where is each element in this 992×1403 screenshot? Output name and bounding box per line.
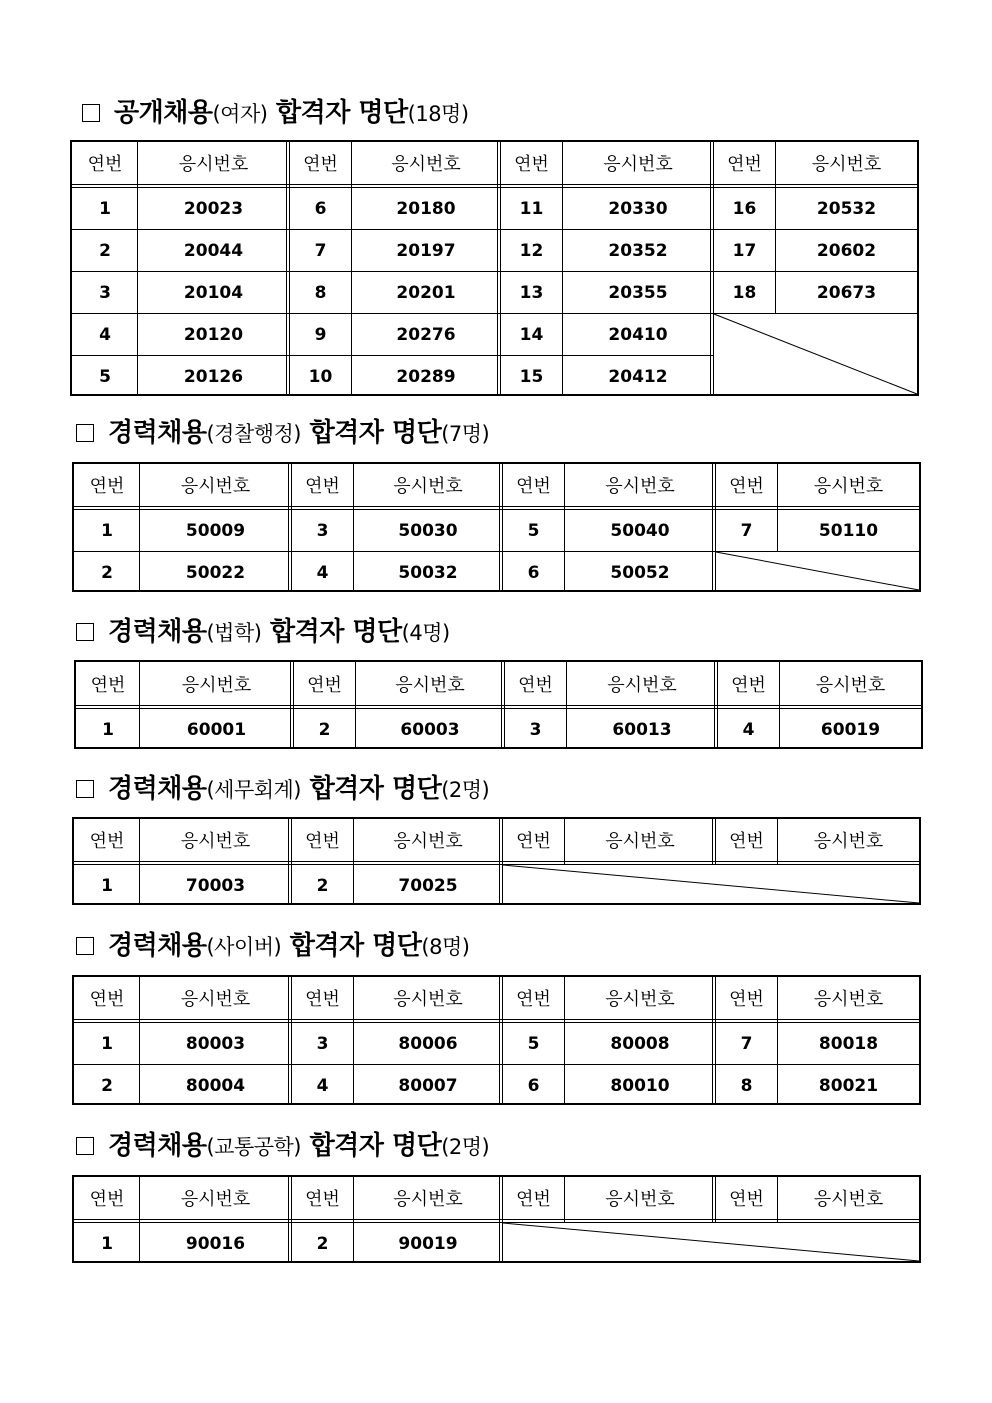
exam-number: 50110 xyxy=(818,521,879,541)
exam-number: 20355 xyxy=(608,283,668,303)
recruitment-category: (법학) xyxy=(206,621,262,645)
header-exam-number: 응시번호 xyxy=(395,674,465,696)
header-no: 연번 xyxy=(303,154,338,175)
recruitment-type: 경력채용 xyxy=(108,1131,207,1161)
exam-number: 60013 xyxy=(612,720,672,740)
entry-number: 7 xyxy=(314,241,327,261)
entry-number: 6 xyxy=(527,1076,540,1096)
header-exam-number: 응시번호 xyxy=(180,989,251,1010)
header-no: 연번 xyxy=(305,1189,340,1210)
checkbox-square-icon xyxy=(76,424,94,442)
header-exam-number: 응시번호 xyxy=(180,476,251,497)
passer-count: (7명) xyxy=(441,422,490,446)
row-divider xyxy=(714,1064,919,1065)
recruitment-category: (여자) xyxy=(212,102,268,126)
header-no: 연번 xyxy=(89,1189,125,1210)
entry-number: 2 xyxy=(318,720,331,740)
header-exam-number: 응시번호 xyxy=(815,674,886,696)
results-table xyxy=(72,462,921,592)
title-suffix: 합격자 명단 xyxy=(276,98,408,128)
exam-number: 20023 xyxy=(183,199,244,219)
row-divider xyxy=(288,355,500,356)
exam-number: 80003 xyxy=(185,1034,246,1054)
recruitment-category: (교통공학) xyxy=(206,1135,301,1159)
header-exam-number: 응시번호 xyxy=(605,476,675,497)
exam-number: 80004 xyxy=(185,1076,246,1096)
entry-number: 16 xyxy=(732,199,757,219)
results-table xyxy=(74,660,923,749)
exam-number: 50030 xyxy=(398,521,458,541)
row-divider xyxy=(501,551,715,552)
entry-number: 14 xyxy=(519,325,544,345)
exam-number: 20104 xyxy=(183,283,244,303)
row-divider xyxy=(499,229,713,230)
row-divider xyxy=(501,1064,715,1065)
recruitment-type: 경력채용 xyxy=(108,418,207,448)
header-exam-number: 응시번호 xyxy=(180,1189,251,1210)
entry-number: 3 xyxy=(529,720,542,740)
exam-number: 50032 xyxy=(398,563,458,583)
header-no: 연번 xyxy=(514,154,549,175)
passer-count: (2명) xyxy=(441,1135,490,1159)
header-no: 연번 xyxy=(516,831,551,852)
entry-number: 2 xyxy=(101,563,113,583)
header-no: 연번 xyxy=(731,674,766,696)
section-title xyxy=(76,1133,489,1159)
exam-number: 20197 xyxy=(396,241,456,261)
entry-number: 7 xyxy=(740,521,753,541)
header-no: 연번 xyxy=(729,1189,764,1210)
entry-number: 13 xyxy=(519,283,544,303)
header-exam-number: 응시번호 xyxy=(393,476,463,497)
row-divider xyxy=(499,313,713,314)
exam-number: 90016 xyxy=(185,1234,246,1254)
row-divider xyxy=(288,229,500,230)
header-exam-number: 응시번호 xyxy=(813,831,884,852)
header-no: 연번 xyxy=(518,674,553,696)
header-exam-number: 응시번호 xyxy=(393,1189,463,1210)
header-no: 연번 xyxy=(89,831,125,852)
title-suffix: 합격자 명단 xyxy=(270,617,402,647)
exam-number: 90019 xyxy=(398,1234,458,1254)
recruitment-type: 경력채용 xyxy=(108,931,207,961)
title-suffix: 합격자 명단 xyxy=(289,931,422,961)
exam-number: 20276 xyxy=(396,325,456,345)
section-title xyxy=(76,776,489,802)
header-exam-number: 응시번호 xyxy=(813,989,884,1010)
results-table xyxy=(70,140,919,396)
header-exam-number: 응시번호 xyxy=(605,831,675,852)
row-divider xyxy=(290,1064,502,1065)
header-exam-number: 응시번호 xyxy=(393,831,463,852)
exam-number: 60001 xyxy=(186,720,247,740)
header-no: 연번 xyxy=(305,476,340,497)
entry-number: 2 xyxy=(101,1076,113,1096)
entry-number: 7 xyxy=(740,1034,753,1054)
header-no: 연번 xyxy=(729,831,764,852)
empty-cell-diagonal xyxy=(503,865,919,903)
exam-number: 20673 xyxy=(816,283,877,303)
checkbox-square-icon xyxy=(76,780,94,798)
entry-number: 17 xyxy=(732,241,757,261)
header-no: 연번 xyxy=(305,831,340,852)
entry-number: 8 xyxy=(740,1076,753,1096)
exam-number: 80008 xyxy=(610,1034,670,1054)
entry-number: 10 xyxy=(308,367,333,387)
entry-number: 3 xyxy=(316,521,329,541)
checkbox-square-icon xyxy=(76,937,94,955)
results-table xyxy=(72,975,921,1105)
entry-number: 3 xyxy=(99,283,111,303)
header-no: 연번 xyxy=(516,476,551,497)
recruitment-type: 공개채용 xyxy=(114,98,213,128)
results-table xyxy=(72,817,921,905)
header-no: 연번 xyxy=(305,989,340,1010)
section-title xyxy=(82,100,469,126)
exam-number: 20289 xyxy=(396,367,456,387)
exam-number: 50052 xyxy=(610,563,670,583)
empty-cell-diagonal xyxy=(716,552,919,590)
header-no: 연번 xyxy=(89,476,125,497)
header-no: 연번 xyxy=(516,1189,551,1210)
row-divider xyxy=(499,355,713,356)
passer-count: (2명) xyxy=(441,778,490,802)
exam-number: 20412 xyxy=(608,367,668,387)
header-no: 연번 xyxy=(729,476,764,497)
exam-number: 80010 xyxy=(610,1076,670,1096)
row-divider xyxy=(288,271,500,272)
exam-number: 20201 xyxy=(396,283,456,303)
exam-number: 20330 xyxy=(608,199,668,219)
header-exam-number: 응시번호 xyxy=(391,154,461,175)
header-exam-number: 응시번호 xyxy=(813,476,884,497)
entry-number: 4 xyxy=(99,325,111,345)
entry-number: 6 xyxy=(527,563,540,583)
entry-number: 1 xyxy=(101,1034,113,1054)
header-exam-number: 응시번호 xyxy=(181,674,252,696)
entry-number: 5 xyxy=(99,367,111,387)
results-table xyxy=(72,1175,921,1263)
entry-number: 5 xyxy=(527,521,540,541)
entry-number: 9 xyxy=(314,325,327,345)
empty-cell-diagonal xyxy=(714,314,917,394)
row-divider xyxy=(712,229,917,230)
row-divider xyxy=(72,313,289,314)
checkbox-square-icon xyxy=(76,623,94,641)
header-no: 연번 xyxy=(729,989,764,1010)
checkbox-square-icon xyxy=(82,104,100,122)
entry-number: 6 xyxy=(314,199,327,219)
entry-number: 2 xyxy=(99,241,111,261)
entry-number: 11 xyxy=(519,199,544,219)
row-divider xyxy=(72,229,289,230)
entry-number: 1 xyxy=(101,876,113,896)
header-exam-number: 응시번호 xyxy=(607,674,677,696)
header-exam-number: 응시번호 xyxy=(180,831,251,852)
entry-number: 2 xyxy=(316,1234,329,1254)
exam-number: 80007 xyxy=(398,1076,458,1096)
passer-count: (8명) xyxy=(421,935,470,959)
row-divider xyxy=(288,313,500,314)
title-suffix: 합격자 명단 xyxy=(309,1131,442,1161)
header-no: 연번 xyxy=(727,154,762,175)
passer-count: (18명) xyxy=(407,102,469,126)
exam-number: 20602 xyxy=(816,241,877,261)
title-suffix: 합격자 명단 xyxy=(309,418,442,448)
recruitment-type: 경력채용 xyxy=(108,617,207,647)
header-exam-number: 응시번호 xyxy=(605,989,675,1010)
exam-number: 20180 xyxy=(396,199,456,219)
exam-number: 70025 xyxy=(398,876,458,896)
header-exam-number: 응시번호 xyxy=(603,154,673,175)
header-no: 연번 xyxy=(90,674,126,696)
row-divider xyxy=(290,551,502,552)
recruitment-type: 경력채용 xyxy=(108,774,207,804)
entry-number: 4 xyxy=(742,720,755,740)
header-no: 연번 xyxy=(307,674,342,696)
row-divider xyxy=(74,551,291,552)
section-title xyxy=(76,420,489,446)
header-exam-number: 응시번호 xyxy=(813,1189,884,1210)
passer-count: (4명) xyxy=(401,621,450,645)
entry-number: 18 xyxy=(732,283,757,303)
exam-number: 20352 xyxy=(608,241,668,261)
exam-number: 80021 xyxy=(818,1076,879,1096)
entry-number: 2 xyxy=(316,876,329,896)
header-exam-number: 응시번호 xyxy=(811,154,882,175)
entry-number: 1 xyxy=(101,521,113,541)
entry-number: 5 xyxy=(527,1034,540,1054)
checkbox-square-icon xyxy=(76,1137,94,1155)
title-suffix: 합격자 명단 xyxy=(309,774,442,804)
entry-number: 4 xyxy=(316,1076,329,1096)
entry-number: 4 xyxy=(316,563,329,583)
row-divider xyxy=(712,271,917,272)
exam-number: 50022 xyxy=(185,563,246,583)
exam-number: 70003 xyxy=(185,876,246,896)
entry-number: 1 xyxy=(101,1234,113,1254)
exam-number: 80018 xyxy=(818,1034,879,1054)
header-no: 연번 xyxy=(89,989,125,1010)
entry-number: 3 xyxy=(316,1034,329,1054)
recruitment-category: (세무회계) xyxy=(206,778,301,802)
entry-number: 15 xyxy=(519,367,544,387)
header-exam-number: 응시번호 xyxy=(605,1189,675,1210)
row-divider xyxy=(72,271,289,272)
exam-number: 50040 xyxy=(610,521,670,541)
entry-number: 1 xyxy=(99,199,111,219)
exam-number: 60019 xyxy=(820,720,881,740)
header-exam-number: 응시번호 xyxy=(178,154,249,175)
row-divider xyxy=(74,1064,291,1065)
exam-number: 50009 xyxy=(185,521,246,541)
entry-number: 1 xyxy=(102,720,114,740)
entry-number: 12 xyxy=(519,241,544,261)
section-title xyxy=(76,933,469,959)
exam-number: 20410 xyxy=(608,325,668,345)
recruitment-category: (사이버) xyxy=(206,935,282,959)
header-no: 연번 xyxy=(516,989,551,1010)
exam-number: 60003 xyxy=(400,720,460,740)
row-divider xyxy=(499,271,713,272)
exam-number: 20120 xyxy=(183,325,244,345)
section-title xyxy=(76,619,450,645)
exam-number: 80006 xyxy=(398,1034,458,1054)
recruitment-category: (경찰행정) xyxy=(206,422,301,446)
exam-number: 20126 xyxy=(183,367,244,387)
header-exam-number: 응시번호 xyxy=(393,989,463,1010)
header-no: 연번 xyxy=(87,154,123,175)
row-divider xyxy=(72,355,289,356)
entry-number: 8 xyxy=(314,283,327,303)
empty-cell-diagonal xyxy=(503,1223,919,1261)
exam-number: 20044 xyxy=(183,241,244,261)
exam-number: 20532 xyxy=(816,199,877,219)
